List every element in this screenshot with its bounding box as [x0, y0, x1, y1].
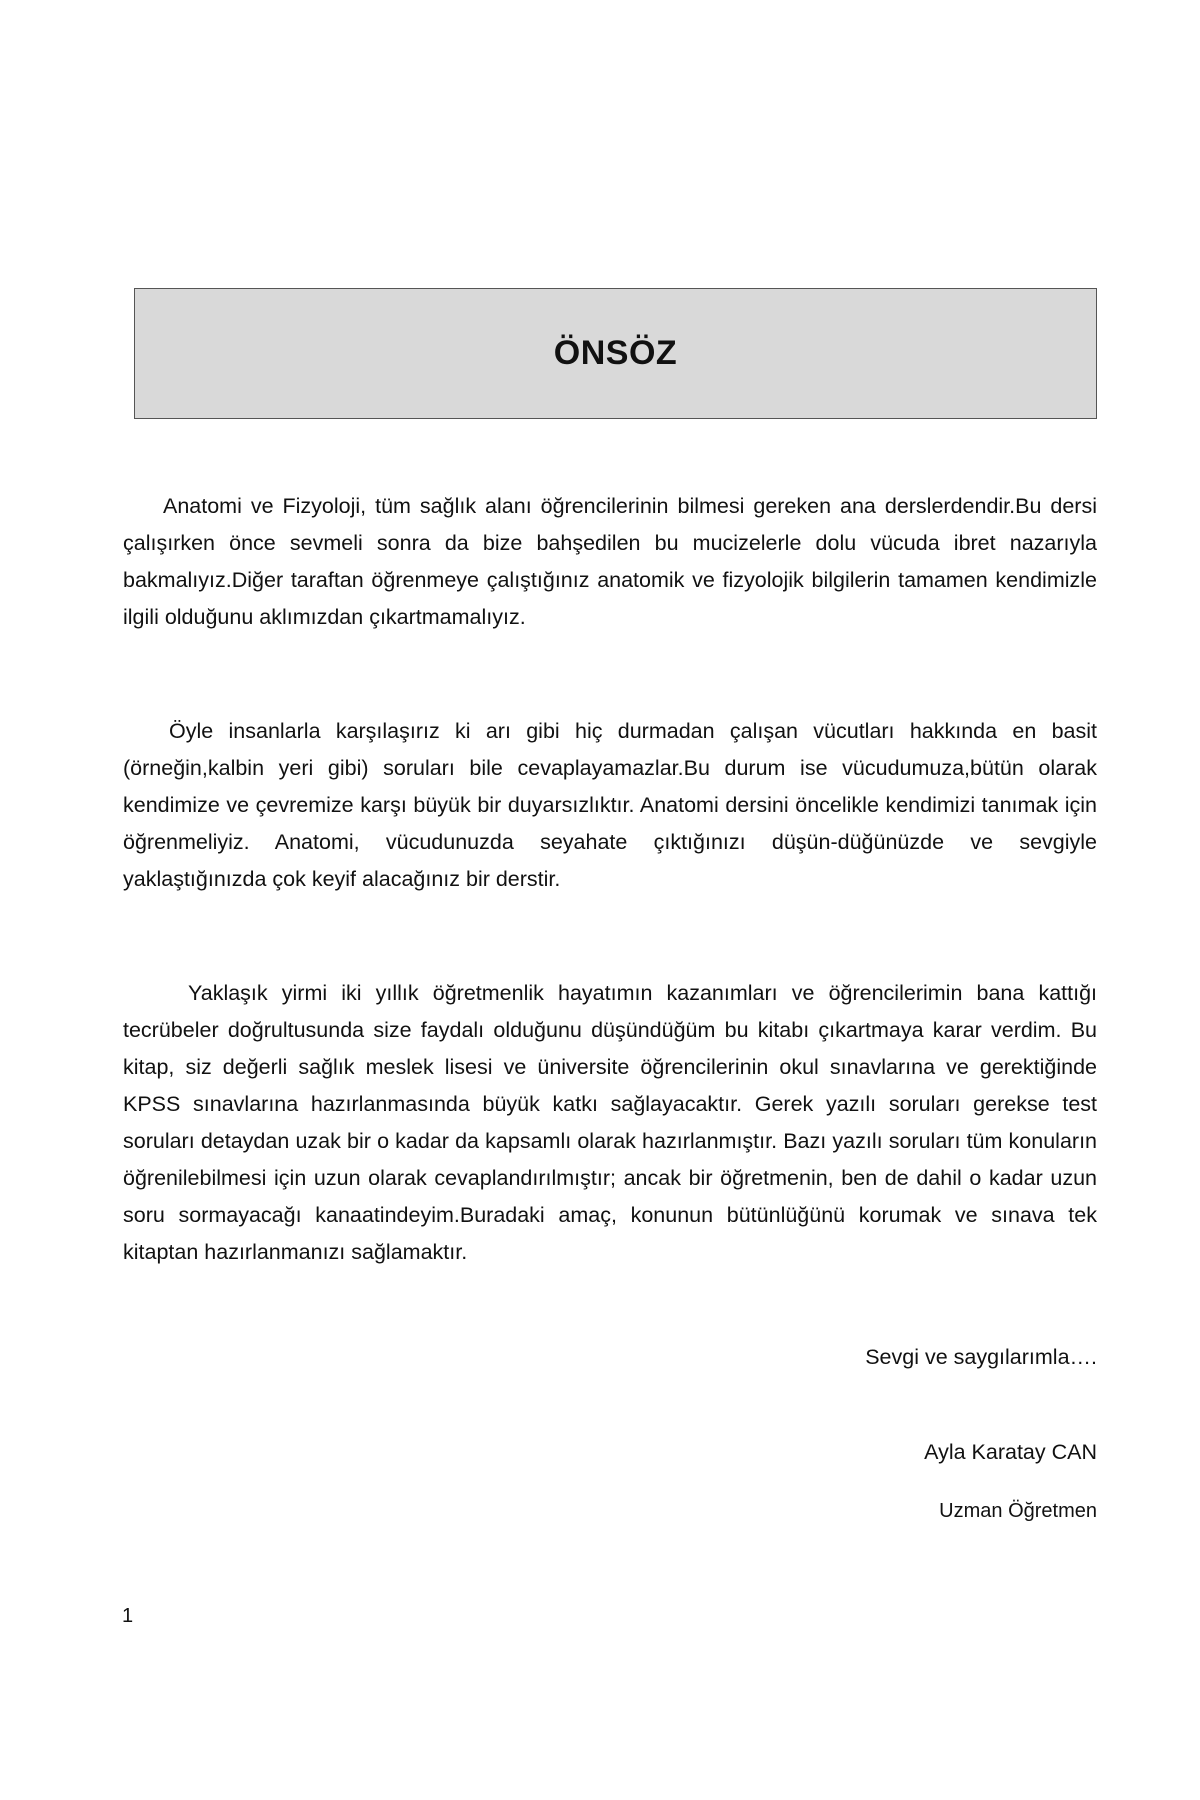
- body-paragraph-2: Öyle insanlarla karşılaşırız ki arı gibi hiç durmadan çalışan vücutları hakkında en basit (örneğin,kalbin yeri gibi) soruları bile cevaplayamazlar.Bu durum ise vücudumuza,bütün olarak kendimize ve çevremize karşı büyük bir duyarsızlıktır. Anatomi dersini öncelikle kendimizi tanımak için öğrenmeliyiz. Anatomi, vücudunuzda seyahate çıktığınızı düşün-düğünüzde ve sevgiyle yaklaştığınızda çok keyif alacağınız bir derstir.: [123, 719, 1097, 891]
- body-paragraph-1: Anatomi ve Fizyoloji, tüm sağlık alanı öğrencilerinin bilmesi gereken ana derslerdendir.Bu dersi çalışırken önce sevmeli sonra da bize bahşedilen bu mucizelerle dolu vücuda ibret nazarıyla bakmalıyız.Diğer taraftan öğrenmeye çalıştığınız anatomik ve fizyolojik bilgilerin tamamen kendimizle ilgili olduğunu aklımızdan çıkartmamalıyız.: [123, 494, 1097, 629]
- page-title: ÖNSÖZ: [553, 334, 678, 372]
- author-name: Ayla Karatay CAN: [924, 1440, 1097, 1464]
- closing-greeting: Sevgi ve saygılarımla….: [865, 1345, 1097, 1369]
- author-role: Uzman Öğretmen: [939, 1500, 1097, 1522]
- title-box: [134, 288, 1097, 419]
- body-paragraph-3: Yaklaşık yirmi iki yıllık öğretmenlik hayatımın kazanımları ve öğrencilerimin bana kattığı tecrübeler doğrultusunda size faydalı olduğunu düşündüğüm bu kitabı çıkartmaya karar verdim. Bu kitap, siz değerli sağlık meslek lisesi ve üniversite öğrencilerinin okul sınavlarına ve gerektiğinde KPSS sınavlarına hazırlanmasında büyük katkı sağlayacaktır. Gerek yazılı soruları gerekse test soruları detaydan uzak bir o kadar da kapsamlı olarak hazırlanmıştır. Bazı yazılı soruları tüm konuların öğrenilebilmesi için uzun olarak cevaplandırılmıştır; ancak bir öğretmenin, ben de dahil o kadar uzun soru sormayacağı kanaatindeyim.Buradaki amaç, konunun bütünlüğünü korumak ve sınava tek kitaptan hazırlanmanızı sağlamaktır.: [123, 981, 1097, 1264]
- page-number: 1: [122, 1605, 134, 1627]
